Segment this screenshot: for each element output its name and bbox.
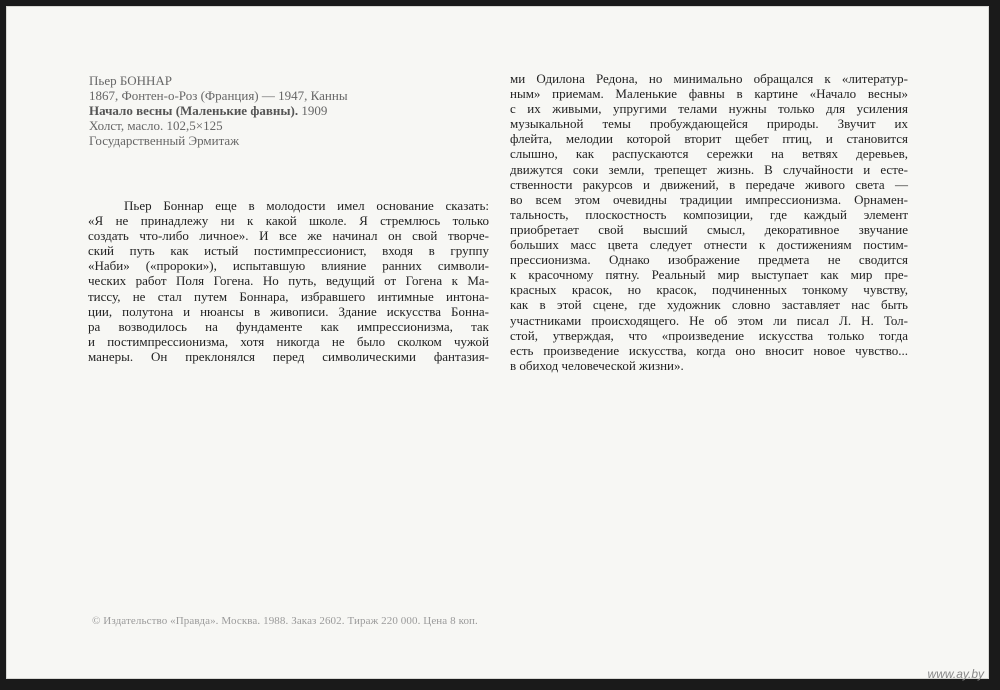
text-line: приобретает свой высший смысл, декоративное звучание [510,221,908,237]
text-line: манеры. Он преклонялся перед символическими фантазия- [88,348,489,364]
text-line: во всем этом очевидны традиции импрессионизма. Орнамен- [510,191,908,207]
text-column-right [510,71,908,373]
text-line: участниками происходящего. Не об этом ли писал Л. Н. Тол- [510,312,908,328]
text-line: прессионизма. Однако изображение предмета не сводится [510,252,908,268]
artwork-title-line [89,103,348,118]
watermark-text: www.ay.by [927,667,984,681]
text-line: и постимпрессионизма, хотя никогда не было сколком чужой [88,333,489,349]
text-line: красных красок, но красок, подчиненных тонкому чувству, [510,282,908,298]
museum-name: Государственный Эрмитаж [89,133,240,148]
text-line: тиссу, не стал путем Боннара, избравшего интимные интона- [88,288,489,304]
text-line: «Наби» («пророки»), испытавшую влияние ранних символи- [88,258,489,274]
artwork-year: 1909 [301,103,328,118]
text-line: Пьер Боннар еще в молодости имел основание сказать: [124,198,489,213]
text-line: есть произведение искусства, когда оно вносит новое чувство... [510,342,908,358]
text-line: с их живыми, упругими телами нужны только для усиления [510,101,908,117]
text-line: ции, полутона и нюансы в живописи. Здание искусства Бонна- [88,303,489,319]
postcard-back [6,6,989,679]
text-line: ческих работ Поля Гогена. Но путь, ведущий от Гогена к Ма- [88,273,489,289]
text-line: в обиход человеческой жизни». [510,357,684,373]
text-line: «Я не принадлежу ни к какой школе. Я стремлюсь только [88,213,489,229]
publisher-imprint: © Издательство «Правда». Москва. 1988. Заказ 2602. Тираж 220 000. Цена 8 коп. [92,615,478,627]
text-line: ным» приемам. Маленькие фавны в картине «Начало весны» [510,86,908,102]
text-line: тальность, плоскостность композиции, где каждый элемент [510,206,908,222]
text-line: ра возводилось на фундаменте как импрессионизма, так [88,318,489,334]
text-line: движутся соки земли, трепещет жизнь. В случайности и есте- [510,161,908,177]
artist-name: Пьер БОННАР [89,73,172,88]
text-line: ственности ракурсов и движений, в передаче живого света — [510,176,908,192]
text-line: как в этой сцене, где художник словно заставляет нас быть [510,297,908,313]
text-line: к красочному пятну. Реальный мир выступает как мир пре- [510,267,908,283]
text-column-left [88,198,489,364]
artwork-medium: Холст, масло. 102,5×125 [89,118,223,133]
text-line: стой, утверждая, что «произведение искусства только тогда [510,327,908,343]
caption-block [89,73,348,148]
text-line: флейта, мелодии которой вторит щебет птиц, и становится [510,131,908,147]
artist-life: 1867, Фонтен-о-Роз (Франция) — 1947, Канны [89,88,348,103]
text-line: слышно, как распускаются сережки на ветвях деревьев, [510,146,908,162]
text-line: больших масс цвета следует отнести к достижениям постим- [510,237,908,253]
artwork-title: Начало весны (Маленькие фавны). [89,103,299,118]
text-line: создать что-либо личное». И все же начинал он свой творче- [88,228,489,244]
text-line: музыкальной темы пробуждающейся природы. Звучит их [510,116,908,132]
text-line: ский путь как истый постимпрессионист, входя в группу [88,243,489,259]
text-line: ми Одилона Редона, но минимально обращался к «литератур- [510,71,908,86]
